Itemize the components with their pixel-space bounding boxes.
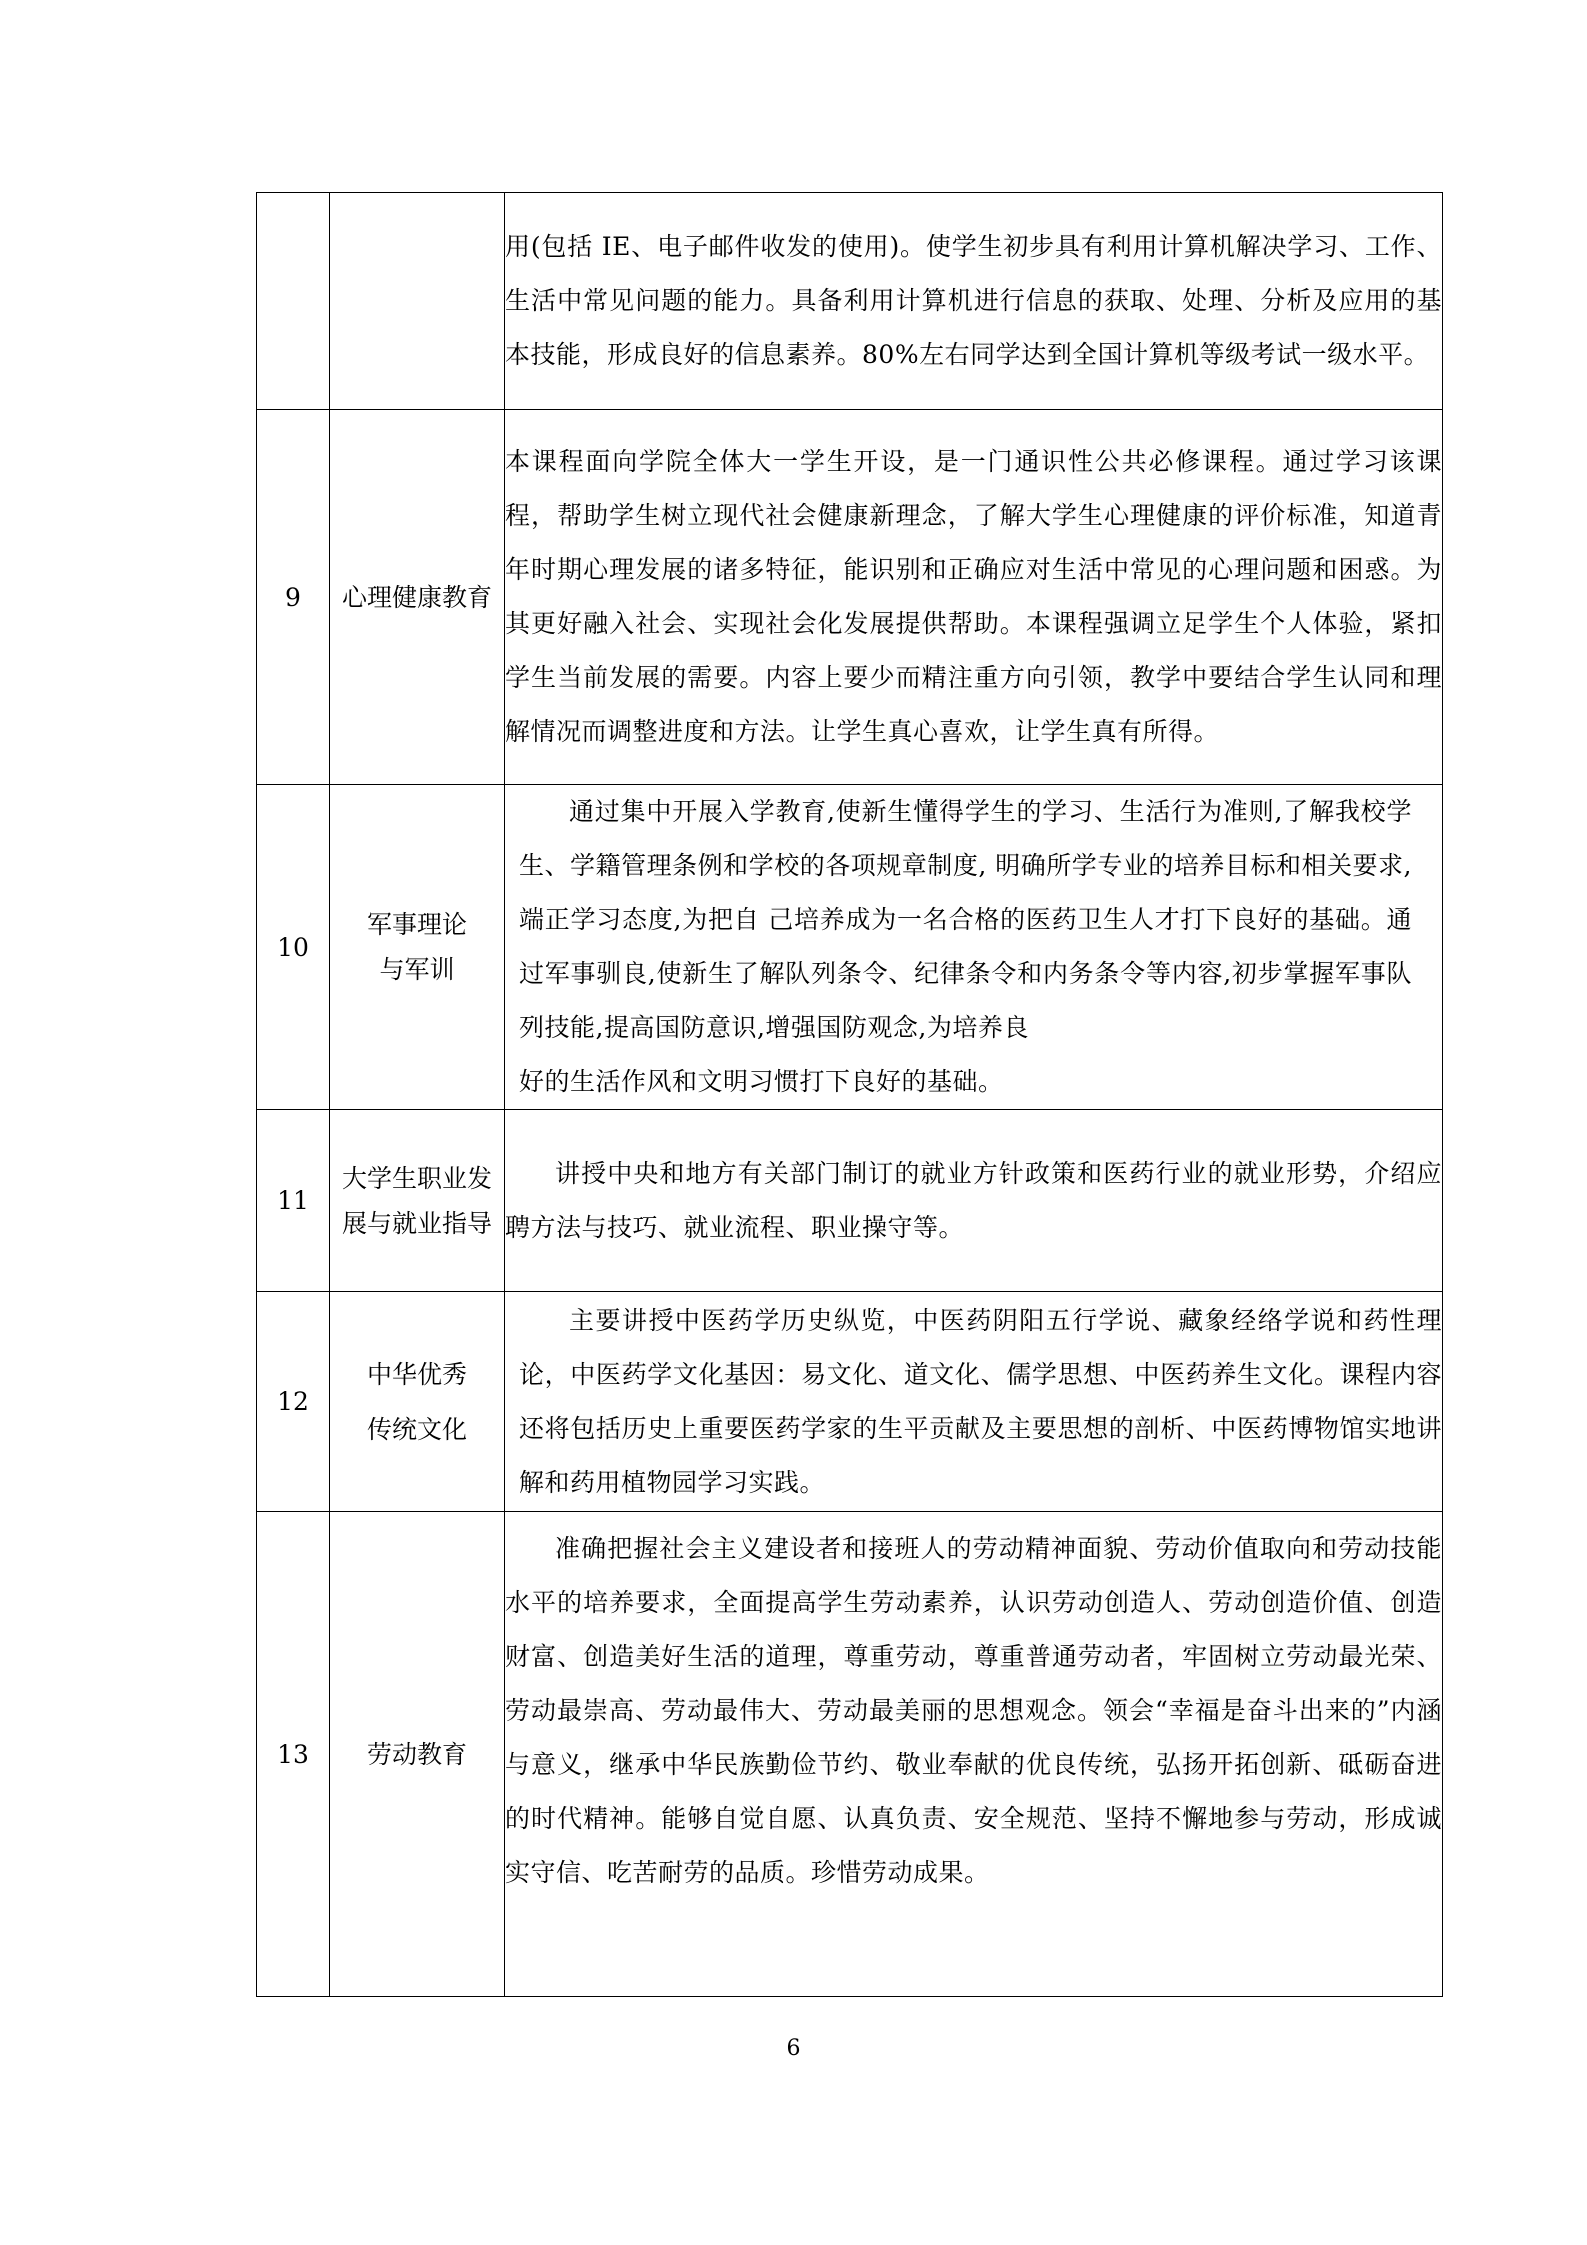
course-description: 通过集中开展入学教育,使新生懂得学生的学习、生活行为准则,了解我校学生、学籍管理条例和学校的各项规章制度, 明确所学专业的培养目标和相关要求,端正学习态度,为把自 己培养成为一名合格的医药卫生人才打下良好的基础。通过军事驯良,使新生了解队列条令、纪律条令和内务条令等内容,初步掌握军事队列技能,提高国防意识,增强国防观念,为培养良 xyxy=(519,797,1412,1042)
table-row xyxy=(257,1110,1443,1292)
table-row xyxy=(257,1512,1443,1997)
course-description: 用(包括 IE、电子邮件收发的使用)。使学生初步具有利用计算机解决学习、工作、生活中常见问题的能力。具备利用计算机进行信息的获取、处理、分析及应用的基本技能，形成良好的信息素养。80%左右同学达到全国计算机等级考试一级水平。 xyxy=(505,232,1442,369)
row-number: 9 xyxy=(257,410,330,785)
course-description-cell xyxy=(505,1110,1443,1292)
course-description-cell xyxy=(505,785,1443,1110)
course-description-continued: 好的生活作风和文明习惯打下良好的基础。 xyxy=(519,1067,1004,1096)
course-description-cell xyxy=(505,1292,1443,1512)
course-name: 军事理论与军训 xyxy=(330,785,505,1110)
course-name: 劳动教育 xyxy=(330,1512,505,1997)
row-number: 11 xyxy=(257,1110,330,1292)
course-description: 准确把握社会主义建设者和接班人的劳动精神面貌、劳动价值取向和劳动技能水平的培养要求，全面提高学生劳动素养，认识劳动创造人、劳动创造价值、创造财富、创造美好生活的道理，尊重劳动，尊重普通劳动者，牢固树立劳动最光荣、劳动最崇高、劳动最伟大、劳动最美丽的思想观念。领会“幸福是奋斗出来的”内涵与意义，继承中华民族勤俭节约、敬业奉献的优良传统，弘扬开拓创新、砥砺奋进的时代精神。能够自觉自愿、认真负责、安全规范、坚持不懈地参与劳动，形成诚实守信、吃苦耐劳的品质。珍惜劳动成果。 xyxy=(505,1534,1442,1887)
table-row xyxy=(257,410,1443,785)
course-name: 中华优秀传统文化 xyxy=(330,1292,505,1512)
course-name xyxy=(330,193,505,410)
table-row xyxy=(257,193,1443,410)
page-number: 6 xyxy=(786,2036,801,2061)
row-number: 12 xyxy=(257,1292,330,1512)
table-row xyxy=(257,785,1443,1110)
row-number xyxy=(257,193,330,410)
row-number: 13 xyxy=(257,1512,330,1997)
course-name: 大学生职业发展与就业指导 xyxy=(330,1110,505,1292)
course-description-cell xyxy=(505,1512,1443,1997)
row-number: 10 xyxy=(257,785,330,1110)
course-description: 讲授中央和地方有关部门制订的就业方针政策和医药行业的就业形势，介绍应聘方法与技巧、就业流程、职业操守等。 xyxy=(505,1158,1442,1242)
course-description-cell xyxy=(505,410,1443,785)
course-description: 本课程面向学院全体大一学生开设，是一门通识性公共必修课程。通过学习该课程，帮助学生树立现代社会健康新理念，了解大学生心理健康的评价标准，知道青年时期心理发展的诸多特征，能识别和正确应对生活中常见的心理问题和困惑。为其更好融入社会、实现社会化发展提供帮助。本课程强调立足学生个人体验，紧扣学生当前发展的需要。内容上要少而精注重方向引领，教学中要结合学生认同和理解情况而调整进度和方法。让学生真心喜欢，让学生真有所得。 xyxy=(505,447,1442,746)
table-row xyxy=(257,1292,1443,1512)
course-description-cell xyxy=(505,193,1443,410)
course-description: 主要讲授中医药学历史纵览，中医药阴阳五行学说、藏象经络学说和药性理论，中医药学文化基因：易文化、道文化、儒学思想、中医药养生文化。课程内容还将包括历史上重要医药学家的生平贡献及主要思想的剖析、中医药博物馆实地讲解和药用植物园学习实践。 xyxy=(519,1305,1442,1497)
course-table xyxy=(256,192,1443,1997)
course-name: 心理健康教育 xyxy=(330,410,505,785)
